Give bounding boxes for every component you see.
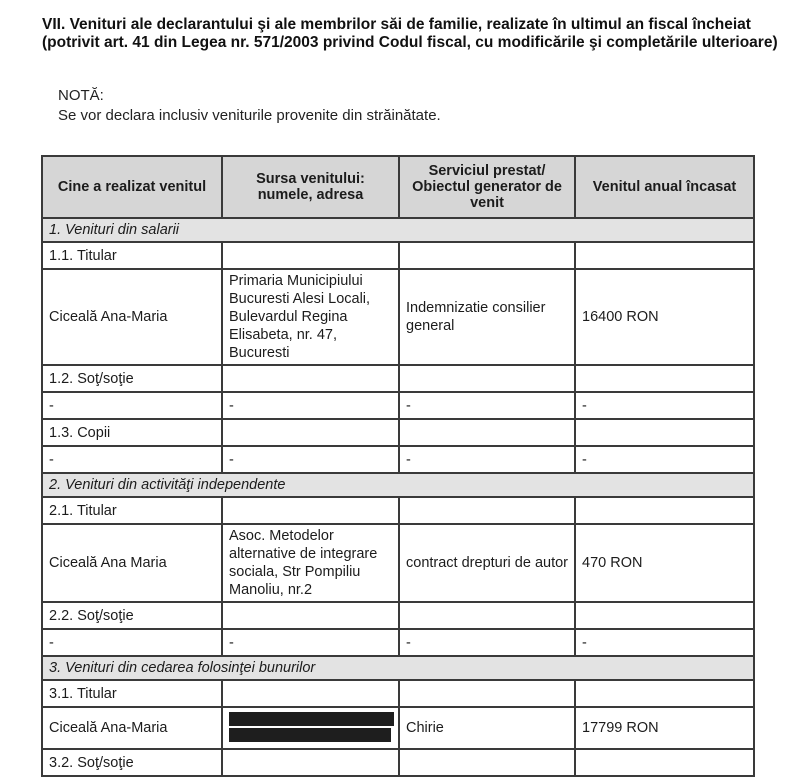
redaction-bar — [229, 712, 394, 726]
section-1-title: 1. Venituri din salarii — [42, 218, 754, 242]
subsection-label: 1.1. Titular — [42, 242, 222, 269]
cell-dash: - — [575, 446, 754, 473]
cell-dash: - — [42, 446, 222, 473]
table-row — [42, 242, 754, 269]
table-row — [42, 602, 754, 629]
table-row — [42, 749, 754, 776]
cell-dash: - — [42, 392, 222, 419]
subsection-label: 2.2. Soţ/soţie — [42, 602, 222, 629]
section-2-title: 2. Venituri din activităţi independente — [42, 473, 754, 497]
note-label: NOTĂ: — [58, 87, 104, 104]
cell-dash: - — [399, 446, 575, 473]
table-row — [42, 392, 754, 419]
cell-dash: - — [575, 629, 754, 656]
cell-service: Indemnizatie consilier general — [399, 269, 575, 365]
subsection-label: 1.2. Soţ/soţie — [42, 365, 222, 392]
table-row — [42, 365, 754, 392]
section-3-title: 3. Venituri din cedarea folosinţei bunurilor — [42, 656, 754, 680]
cell-dash: - — [222, 392, 399, 419]
table-row — [42, 629, 754, 656]
cell-dash: - — [399, 629, 575, 656]
cell-source: Primaria Municipiului Bucuresti Alesi Locali, Bulevardul Regina Elisabeta, nr. 47, Bucuresti — [222, 269, 399, 365]
cell-source: Asoc. Metodelor alternative de integrare sociala, Str Pompiliu Manoliu, nr.2 — [222, 524, 399, 602]
note-text: Se vor declara inclusiv veniturile provenite din străinătate. — [58, 107, 441, 124]
header-source: Sursa venitului: numele, adresa — [222, 156, 399, 218]
table-row — [42, 524, 754, 602]
cell-dash: - — [575, 392, 754, 419]
table-row — [42, 680, 754, 707]
cell-dash: - — [42, 629, 222, 656]
table-row — [42, 446, 754, 473]
subsection-label: 1.3. Copii — [42, 419, 222, 446]
cell-service: Chirie — [399, 707, 575, 749]
cell-dash: - — [399, 392, 575, 419]
table-row — [42, 419, 754, 446]
cell-who: Ciceală Ana-Maria — [42, 707, 222, 749]
note — [58, 86, 758, 126]
subsection-label: 3.1. Titular — [42, 680, 222, 707]
table-row — [42, 269, 754, 365]
table-header-row — [42, 156, 754, 218]
section-title: VII. Venituri ale declarantului şi ale membrilor săi de familie, realizate în ultimul an fiscal încheiat (potrivit art. 41 din Legea nr. 571/2003 privind Codul fiscal, cu modificările şi completările ulterioare) — [42, 16, 778, 51]
cell-service: contract drepturi de autor — [399, 524, 575, 602]
section-row — [42, 218, 754, 242]
table-row — [42, 497, 754, 524]
cell-dash: - — [222, 446, 399, 473]
header-service: Serviciul prestat/ Obiectul generator de venit — [399, 156, 575, 218]
section-row — [42, 473, 754, 497]
table-row — [42, 707, 754, 749]
cell-who: Ciceală Ana-Maria — [42, 269, 222, 365]
redaction-bar — [229, 728, 391, 742]
subsection-label: 3.2. Soţ/soţie — [42, 749, 222, 776]
header-amount: Venitul anual încasat — [575, 156, 754, 218]
header-who: Cine a realizat venitul — [42, 156, 222, 218]
subsection-label: 2.1. Titular — [42, 497, 222, 524]
cell-amount: 17799 RON — [575, 707, 754, 749]
cell-who: Ciceală Ana Maria — [42, 524, 222, 602]
cell-dash: - — [222, 629, 399, 656]
cell-amount: 16400 RON — [575, 269, 754, 365]
income-table — [41, 155, 755, 777]
cell-amount: 470 RON — [575, 524, 754, 602]
section-row — [42, 656, 754, 680]
cell-source-redacted — [222, 707, 399, 749]
